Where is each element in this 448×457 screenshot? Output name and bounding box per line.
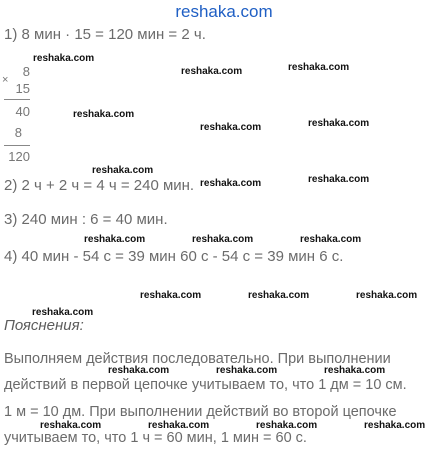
watermark: reshaka.com (181, 66, 243, 77)
watermark: reshaka.com (148, 420, 210, 431)
watermark: reshaka.com (92, 165, 154, 176)
watermark: reshaka.com (140, 290, 202, 301)
explanation-line-1: Выполняем действия последовательно. При выполнении (4, 351, 391, 367)
multiply-sign: × (2, 74, 9, 86)
multiplicand: 8 (22, 64, 30, 79)
explanation-line-2: действий в первой цепочке учитываем то, что 1 дм = 10 см. (4, 377, 407, 393)
partial-product-2: 8 (14, 125, 22, 140)
watermark: reshaka.com (288, 62, 350, 73)
watermark: reshaka.com (33, 53, 95, 64)
watermark: reshaka.com (308, 174, 370, 185)
step-3: 3) 240 мин : 6 = 40 мин. (4, 211, 168, 228)
step-4: 4) 40 мин - 54 с = 39 мин 60 с - 54 с = 39 мин 6 с. (4, 248, 344, 265)
partial-product-1: 40 (15, 104, 30, 119)
watermark: reshaka.com (248, 290, 310, 301)
site-title[interactable]: reshaka.com (175, 2, 273, 21)
watermark: reshaka.com (108, 365, 170, 376)
explanation-line-3: 1 м = 10 дм. При выполнении действий во второй цепочке (4, 404, 397, 420)
step-1: 1) 8 мин · 15 = 120 мин = 2 ч. (4, 26, 206, 43)
product-result: 120 (8, 149, 30, 164)
watermark: reshaka.com (73, 109, 135, 120)
multiplier: 15 (15, 81, 30, 96)
watermark: reshaka.com (84, 234, 146, 245)
watermark: reshaka.com (32, 307, 94, 318)
explanation-heading: Пояснения: (4, 317, 84, 334)
watermark: reshaka.com (256, 420, 318, 431)
watermark: reshaka.com (324, 365, 386, 376)
watermark: reshaka.com (192, 234, 254, 245)
watermark: reshaka.com (356, 290, 418, 301)
rule-2 (4, 145, 30, 146)
watermark: reshaka.com (300, 234, 362, 245)
explanation-line-4: учитываем то, что 1 ч = 60 мин, 1 мин = 60 с. (4, 430, 307, 446)
rule-1 (4, 99, 30, 100)
watermark: reshaka.com (200, 178, 262, 189)
watermark: reshaka.com (308, 118, 370, 129)
watermark: reshaka.com (200, 122, 262, 133)
step-2: 2) 2 ч + 2 ч = 4 ч = 240 мин. (4, 177, 195, 194)
watermark: reshaka.com (40, 420, 102, 431)
watermark: reshaka.com (364, 420, 426, 431)
watermark: reshaka.com (216, 365, 278, 376)
